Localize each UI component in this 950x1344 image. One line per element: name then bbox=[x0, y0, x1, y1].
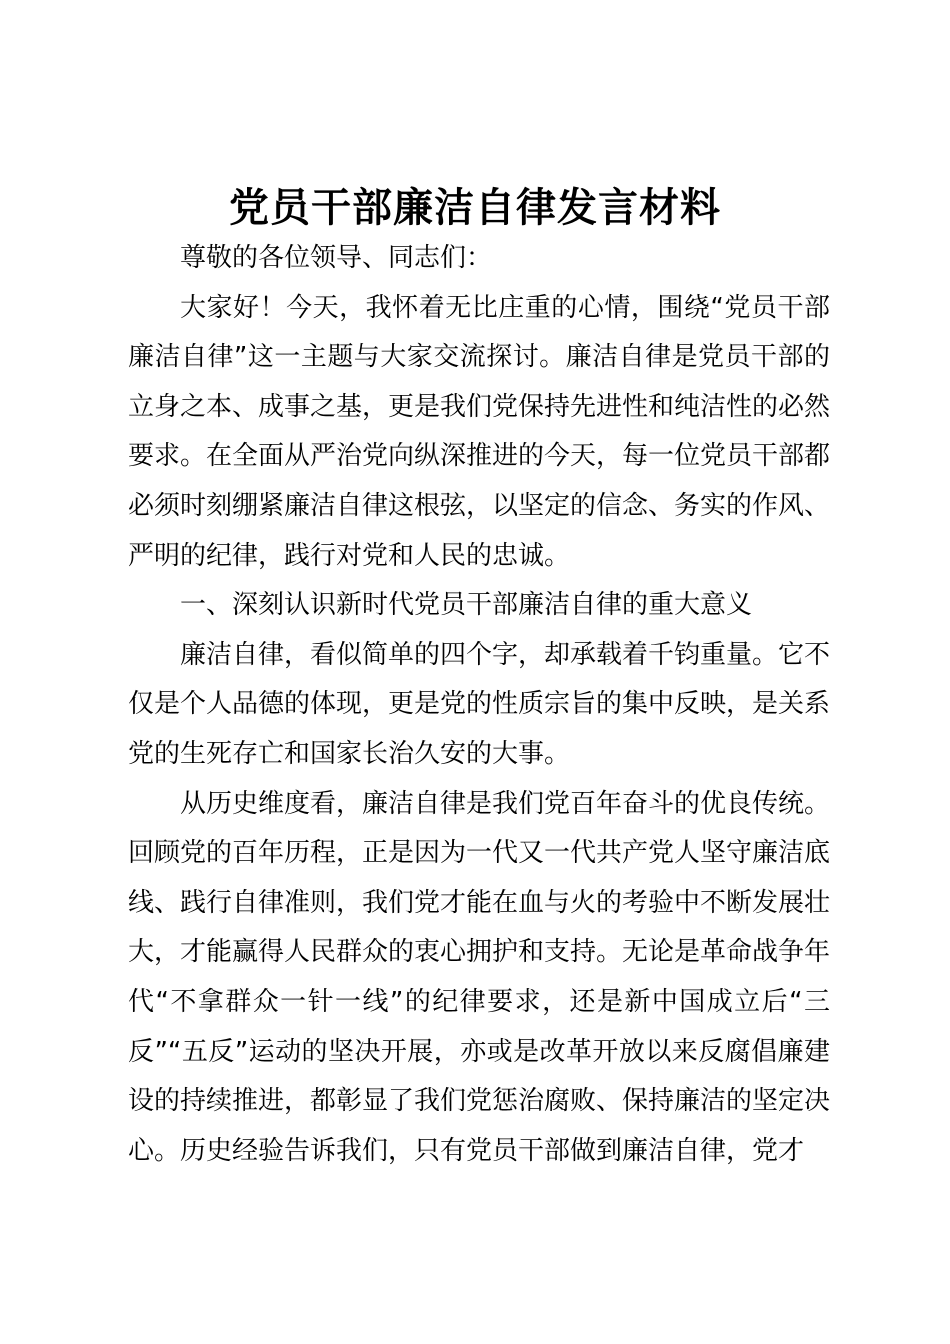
salutation: 尊敬的各位领导、同志们： bbox=[180, 243, 493, 273]
section-paragraph: 廉洁自律，看似简单的四个字，却承载着千钧重量。它不仅是个人品德的体现，更是党的性质宗旨的集中反映，是关系党的生死存亡和国家长治久安的大事。 bbox=[128, 639, 831, 769]
document-title: 党员干部廉洁自律发言材料 bbox=[229, 184, 721, 231]
intro-paragraph: 大家好！今天，我怀着无比庄重的心情，围绕“党员干部廉洁自律”这一主题与大家交流探讨。廉洁自律是党员干部的立身之本、成事之基，更是我们党保持先进性和纯洁性的必然要求。在全面从严治党向纵深推进的今天，每一位党员干部都必须时刻绷紧廉洁自律这根弦，以坚定的信念、务实的作风、严明的纪律，践行对党和人民的忠诚。 bbox=[128, 292, 831, 571]
section-heading: 一、深刻认识新时代党员干部廉洁自律的重大意义 bbox=[180, 590, 753, 621]
document-body bbox=[128, 234, 830, 1176]
section-paragraph: 从历史维度看，廉洁自律是我们党百年奋斗的优良传统。回顾党的百年历程，正是因为一代又一代共产党人坚守廉洁底线、践行自律准则，我们党才能在血与火的考验中不断发展壮大，才能赢得人民群众的衷心拥护和支持。无论是革命战争年代“不拿群众一针一线”的纪律要求，还是新中国成立后“三反”“五反”运动的坚决开展，亦或是改革开放以来反腐倡廉建设的持续推进，都彰显了我们党惩治腐败、保持廉洁的坚定决心。历史经验告诉我们，只有党员干部做到廉洁自律，党才 bbox=[128, 788, 831, 1166]
